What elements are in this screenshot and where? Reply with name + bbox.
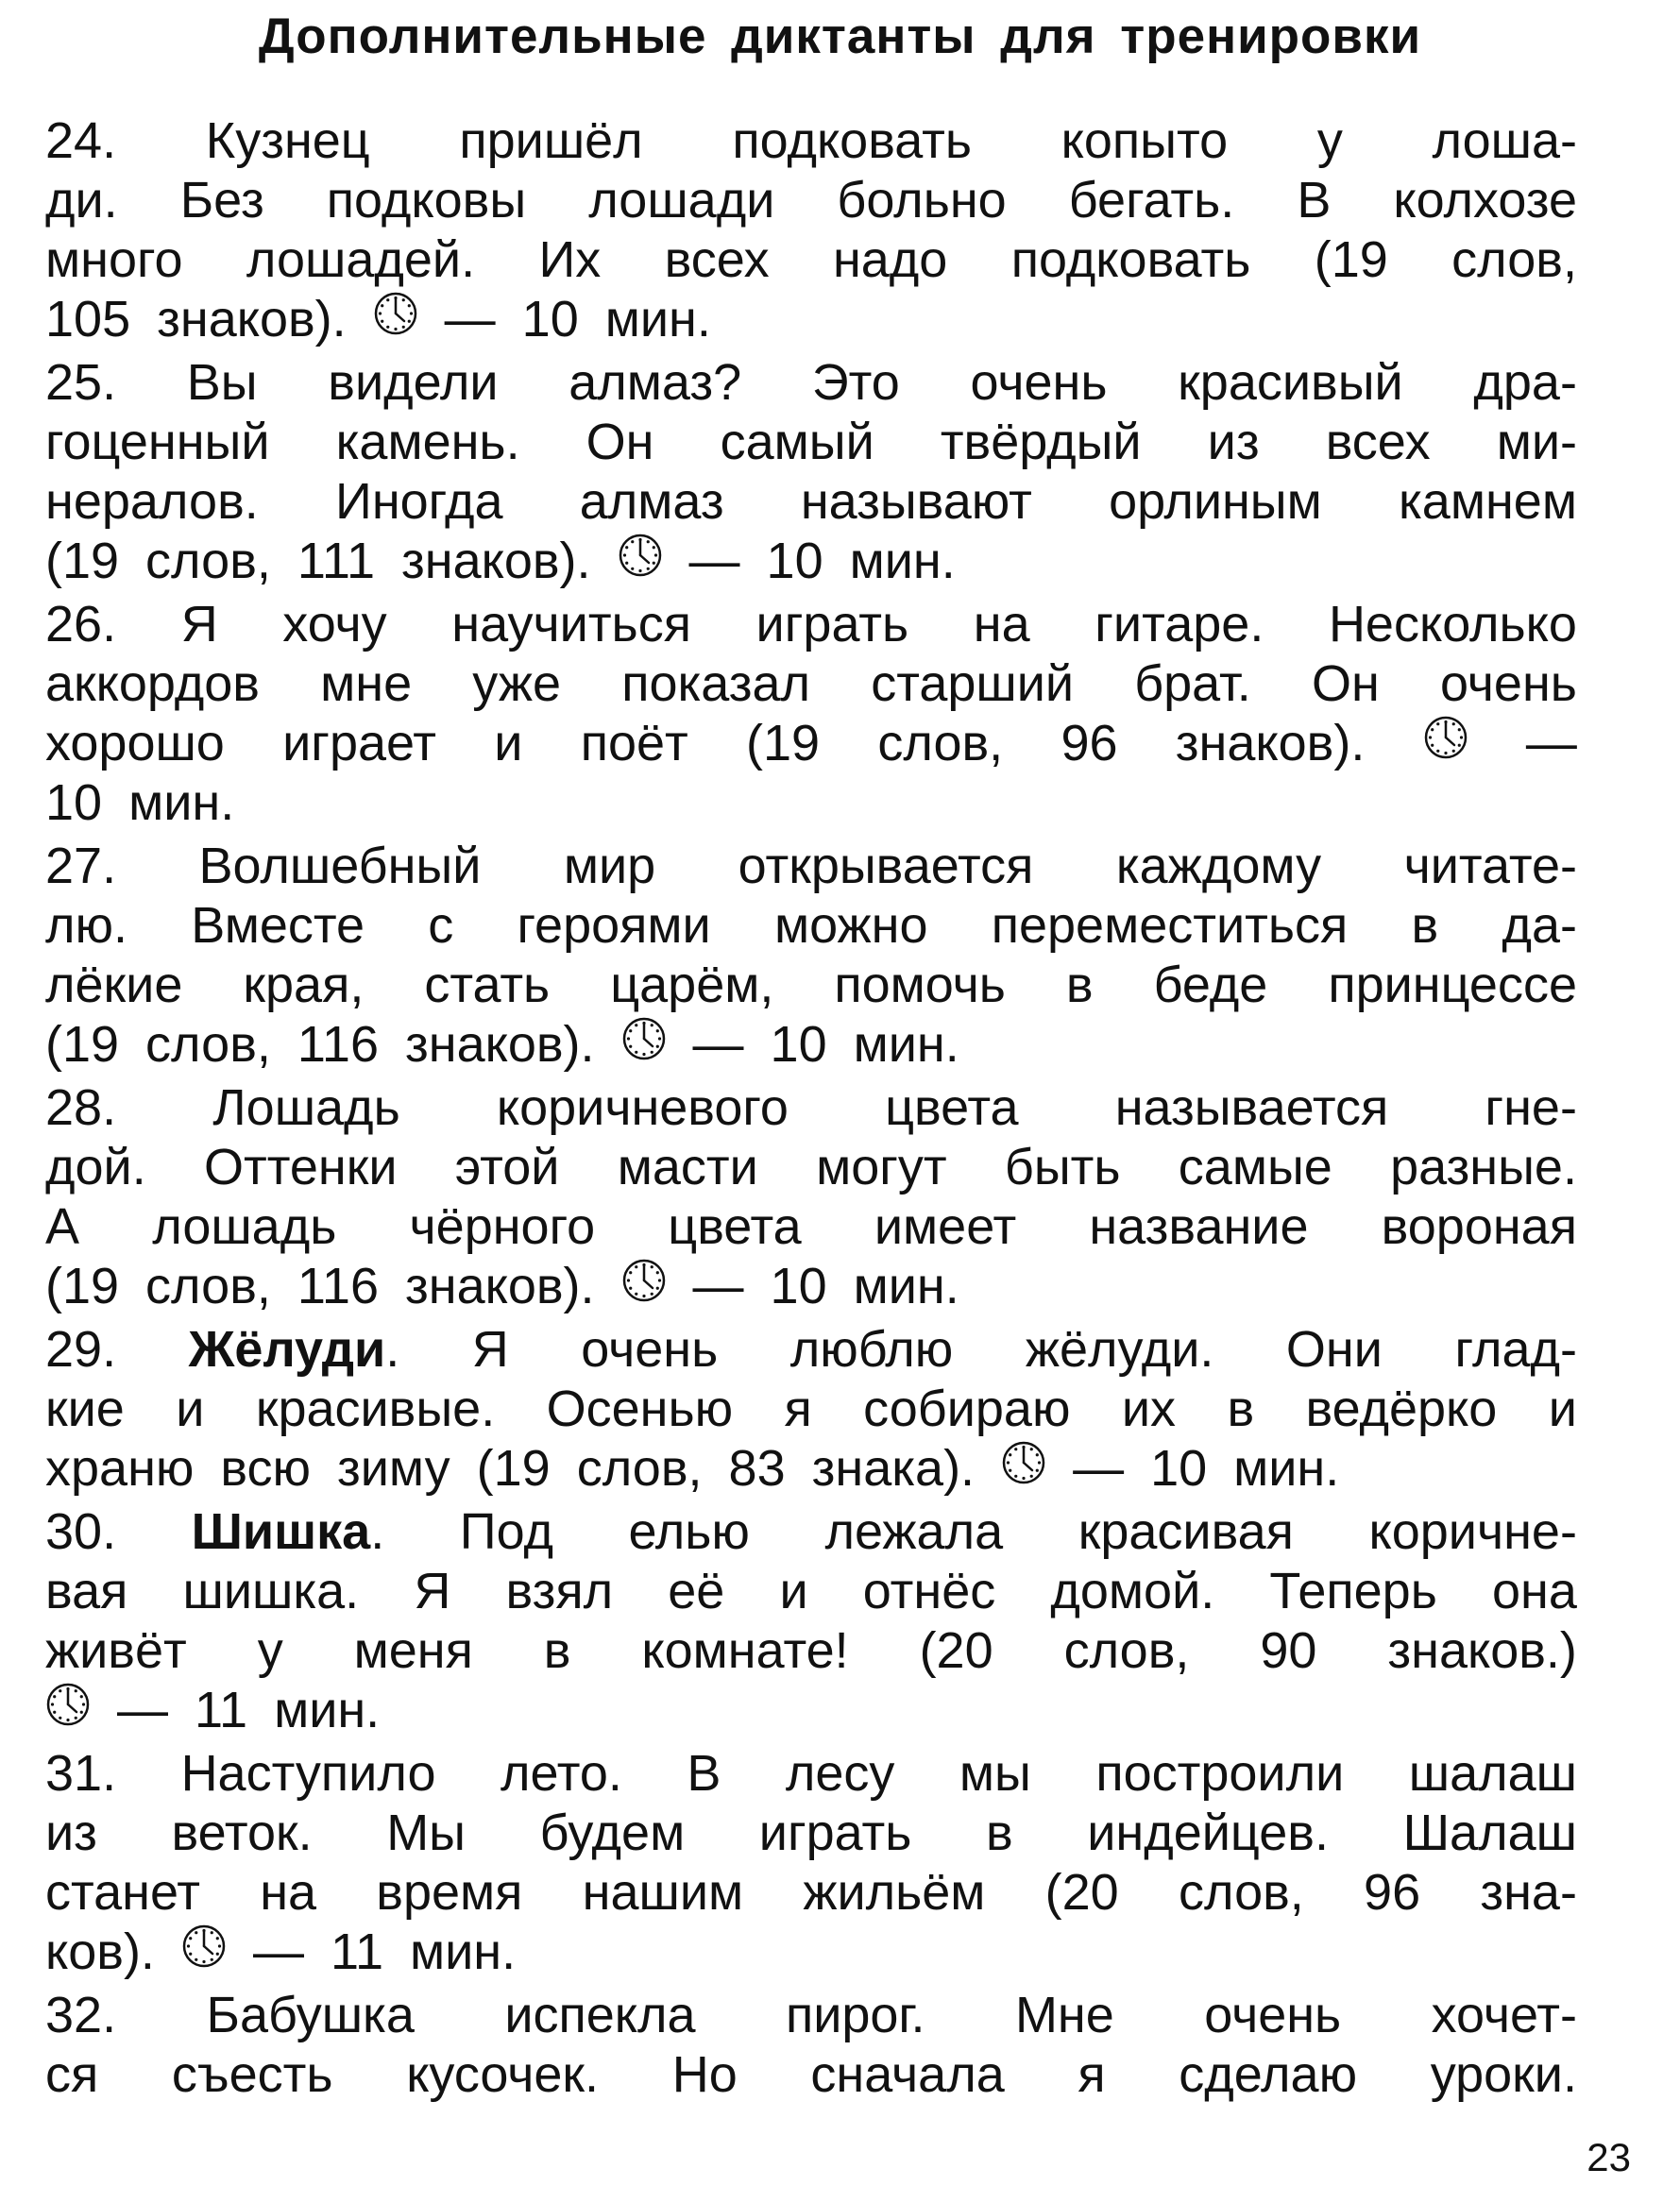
- word: 116: [297, 1016, 379, 1073]
- text-line: [45, 837, 1577, 896]
- clock-icon: [1001, 1440, 1046, 1485]
- word: лошадь: [152, 1198, 337, 1255]
- word: знаков).: [157, 291, 347, 347]
- text-line: [45, 532, 1577, 591]
- text-line: [45, 1804, 1577, 1863]
- text-line: [45, 1744, 1577, 1804]
- word: ся: [45, 2046, 99, 2103]
- word: могут: [816, 1139, 947, 1195]
- word: шишка.: [182, 1563, 360, 1619]
- word: Но: [671, 2046, 738, 2103]
- word: читате-: [1403, 838, 1577, 894]
- word: шалаш: [1408, 1745, 1577, 1802]
- word: жёлуди.: [1025, 1321, 1214, 1378]
- word: Оттенки: [203, 1139, 398, 1195]
- word: знаков).: [1175, 715, 1366, 771]
- word: очень: [1439, 655, 1577, 712]
- word: (19: [746, 715, 821, 771]
- word: елью: [628, 1503, 750, 1560]
- word: слов,: [576, 1440, 703, 1497]
- word: бегать.: [1068, 172, 1235, 229]
- word: Лошадь: [212, 1079, 400, 1136]
- word: всех: [664, 231, 770, 288]
- word: можно: [773, 897, 928, 954]
- word: —: [692, 1016, 744, 1073]
- word: —: [688, 533, 740, 589]
- word: живёт: [45, 1622, 187, 1679]
- word: копыто: [1061, 112, 1229, 169]
- dictation-number: 27.: [45, 838, 117, 894]
- word: царём,: [610, 957, 774, 1013]
- text-line: [45, 2045, 1577, 2105]
- clock-icon: [181, 1923, 227, 1969]
- word: у: [257, 1622, 283, 1679]
- word: построили: [1095, 1745, 1345, 1802]
- word: —: [1073, 1440, 1125, 1497]
- dictation-number: 24.: [45, 112, 117, 169]
- word: всех: [1325, 414, 1431, 470]
- word: знаков).: [404, 1258, 595, 1314]
- word: чёрного: [409, 1198, 596, 1255]
- word: люблю: [789, 1321, 954, 1378]
- word: гоценный: [45, 414, 270, 470]
- word: кусочек.: [406, 2046, 600, 2103]
- word: лошадей.: [246, 231, 476, 288]
- word: я: [784, 1381, 812, 1437]
- word: ди.: [45, 172, 118, 229]
- dictation-30: [45, 1502, 1577, 1740]
- clock-icon: [621, 1258, 667, 1303]
- word: слов,: [1178, 1864, 1304, 1921]
- word: мин.: [1233, 1440, 1340, 1497]
- word: Наступило: [180, 1745, 436, 1802]
- word: называется: [1114, 1079, 1389, 1136]
- word: поёт: [580, 715, 688, 771]
- word: нералов.: [45, 473, 259, 530]
- word: мы: [959, 1745, 1031, 1802]
- clock-icon: [373, 291, 418, 336]
- word: мин.: [128, 774, 235, 831]
- word: знаков).: [404, 1016, 595, 1073]
- word: Я: [180, 596, 218, 652]
- word: каждому: [1115, 838, 1322, 894]
- word: хорошо: [45, 715, 225, 771]
- word: дра-: [1473, 354, 1577, 411]
- word: камнем: [1399, 473, 1577, 530]
- word: пришёл: [459, 112, 643, 169]
- word: слов,: [877, 715, 1004, 771]
- page-number: 23: [1587, 2135, 1631, 2179]
- word: (20: [1044, 1864, 1119, 1921]
- text-line: [45, 956, 1577, 1015]
- word: у: [1316, 112, 1343, 169]
- text-line: [45, 1986, 1577, 2045]
- word: в: [543, 1622, 571, 1679]
- word: Иногда: [335, 473, 503, 530]
- word: красивые.: [255, 1381, 496, 1437]
- word: в: [1065, 957, 1094, 1013]
- word: много: [45, 231, 183, 288]
- word: хочет-: [1431, 1987, 1577, 2043]
- word: меня: [353, 1622, 473, 1679]
- text-line: [45, 1863, 1577, 1923]
- word: научиться: [451, 596, 691, 652]
- word: гитаре.: [1095, 596, 1264, 652]
- word: Вы: [186, 354, 258, 411]
- word: знаков).: [400, 533, 591, 589]
- word: нашим: [582, 1864, 744, 1921]
- dictation-list: [45, 111, 1577, 2109]
- word: (20: [919, 1622, 993, 1679]
- text-line: [45, 773, 1577, 833]
- word: 10: [766, 533, 823, 589]
- word: мин.: [853, 1016, 959, 1073]
- word: Под: [459, 1503, 553, 1560]
- text-line: [45, 353, 1577, 413]
- word: хочу: [282, 596, 387, 652]
- word: мин.: [604, 291, 711, 347]
- word: в: [1227, 1381, 1255, 1437]
- word: мне: [320, 655, 413, 712]
- word: комнате!: [641, 1622, 849, 1679]
- word: героями: [517, 897, 711, 954]
- text-line: [45, 230, 1577, 290]
- dictation-number: 28.: [45, 1079, 117, 1136]
- word: испекла: [504, 1987, 696, 2043]
- word: —: [1525, 715, 1577, 771]
- word: (19: [1314, 231, 1388, 288]
- word: играть: [758, 1805, 912, 1861]
- word: подковы: [326, 172, 527, 229]
- word: очень: [581, 1321, 719, 1378]
- dictation-number: 30.: [45, 1503, 117, 1560]
- dictation-29: [45, 1320, 1577, 1499]
- word: глад-: [1454, 1321, 1577, 1378]
- word: уже: [472, 655, 562, 712]
- word: —: [117, 1682, 168, 1738]
- dictation-26: [45, 595, 1577, 833]
- word: коричневого: [496, 1079, 789, 1136]
- word: слов,: [1063, 1622, 1190, 1679]
- word: А: [45, 1198, 80, 1255]
- dictation-27: [45, 837, 1577, 1075]
- text-line: [45, 472, 1577, 532]
- word: 83: [728, 1440, 786, 1497]
- word: Теперь: [1269, 1563, 1437, 1619]
- text-line: [45, 1015, 1577, 1075]
- word: стать: [424, 957, 551, 1013]
- text-line: [45, 1681, 1577, 1740]
- word: её: [668, 1563, 725, 1619]
- word: сначала: [810, 2046, 1005, 2103]
- word: колхозе: [1393, 172, 1577, 229]
- word: всю: [220, 1440, 311, 1497]
- word: их: [1121, 1381, 1177, 1437]
- word: 105: [45, 291, 131, 347]
- word: цвета: [668, 1198, 802, 1255]
- word: (19: [476, 1440, 551, 1497]
- text-line: [45, 1439, 1577, 1499]
- word: принцессе: [1328, 957, 1577, 1013]
- word: Они: [1285, 1321, 1383, 1378]
- word: лошади: [588, 172, 775, 229]
- word: она: [1492, 1563, 1577, 1619]
- word: кие: [45, 1381, 125, 1437]
- word: лежала: [824, 1503, 1004, 1560]
- word: Вместе: [191, 897, 365, 954]
- word: (19: [45, 1016, 120, 1073]
- word: Мне: [1014, 1987, 1114, 2043]
- text-line: [45, 714, 1577, 773]
- word: ков).: [45, 1923, 155, 1980]
- word: подковать: [1010, 231, 1251, 288]
- dictation-32: [45, 1986, 1577, 2105]
- word: очень: [1204, 1987, 1342, 2043]
- text-line: [45, 654, 1577, 714]
- word: —: [692, 1258, 744, 1314]
- word: на: [260, 1864, 317, 1921]
- text-line: [45, 290, 1577, 349]
- dictation-heading: Шишка.: [191, 1503, 385, 1560]
- word: Мы: [386, 1805, 466, 1861]
- word: жильём: [803, 1864, 986, 1921]
- word: зиму: [336, 1440, 450, 1497]
- word: Он: [1311, 655, 1380, 712]
- word: орлиным: [1109, 473, 1322, 530]
- word: края,: [243, 957, 365, 1013]
- dictation-28: [45, 1078, 1577, 1316]
- text-line: [45, 1257, 1577, 1316]
- word: храню: [45, 1440, 195, 1497]
- word: Это: [811, 354, 900, 411]
- word: сделаю: [1179, 2046, 1358, 2103]
- word: очень: [970, 354, 1108, 411]
- word: отнёс: [862, 1563, 996, 1619]
- word: 111: [297, 533, 375, 589]
- page-title: Дополнительные диктанты для тренировки: [258, 8, 1422, 64]
- word: дой.: [45, 1139, 146, 1195]
- word: 90: [1260, 1622, 1317, 1679]
- clock-icon: [45, 1682, 91, 1727]
- word: подковать: [732, 112, 973, 169]
- word: самый: [720, 414, 874, 470]
- text-line: [45, 896, 1577, 956]
- word: масти: [617, 1139, 758, 1195]
- word: В: [687, 1745, 721, 1802]
- word: слов,: [145, 1258, 271, 1314]
- word: 11: [330, 1923, 383, 1980]
- word: надо: [832, 231, 948, 288]
- word: в: [985, 1805, 1013, 1861]
- word: 10: [1150, 1440, 1208, 1497]
- word: 10: [770, 1016, 827, 1073]
- text-line: [45, 1197, 1577, 1257]
- clock-icon: [618, 533, 663, 578]
- word: мир: [563, 838, 656, 894]
- word: ведёрко: [1305, 1381, 1498, 1437]
- word: Их: [538, 231, 602, 288]
- word: брат.: [1134, 655, 1251, 712]
- word: (19: [45, 533, 120, 589]
- dictation-number: 32.: [45, 1987, 117, 2043]
- word: на: [973, 596, 1030, 652]
- word: твёрдый: [940, 414, 1142, 470]
- word: 10: [45, 774, 103, 831]
- word: камень.: [335, 414, 520, 470]
- word: Без: [179, 172, 264, 229]
- word: Я: [471, 1321, 509, 1378]
- word: я: [1078, 2046, 1106, 2103]
- word: и: [779, 1563, 808, 1619]
- word: мин.: [274, 1682, 381, 1738]
- text-line: [45, 1502, 1577, 1562]
- word: алмаз?: [568, 354, 742, 411]
- word: беде: [1153, 957, 1268, 1013]
- word: алмаз: [579, 473, 724, 530]
- word: собираю: [863, 1381, 1071, 1437]
- dictation-24: [45, 111, 1577, 349]
- word: слов,: [1451, 231, 1577, 288]
- word: помочь: [834, 957, 1006, 1013]
- word: Несколько: [1328, 596, 1577, 652]
- text-line: [45, 1621, 1577, 1681]
- word: ми-: [1496, 414, 1577, 470]
- word: красивая: [1078, 1503, 1294, 1560]
- word: имеет: [874, 1198, 1017, 1255]
- word: слов,: [145, 1016, 271, 1073]
- word: больно: [837, 172, 1007, 229]
- word: знаков.): [1387, 1622, 1577, 1679]
- word: красивый: [1178, 354, 1403, 411]
- word: 96: [1364, 1864, 1421, 1921]
- word: Бабушка: [206, 1987, 415, 2043]
- word: веток.: [171, 1805, 313, 1861]
- word: видели: [328, 354, 499, 411]
- word: слов,: [145, 533, 271, 589]
- word: Шалаш: [1402, 1805, 1577, 1861]
- dictation-25: [45, 353, 1577, 591]
- word: этой: [454, 1139, 560, 1195]
- word: 10: [521, 291, 579, 347]
- word: Я: [414, 1563, 451, 1619]
- text-line: [45, 1562, 1577, 1621]
- word: домой.: [1050, 1563, 1215, 1619]
- word: Он: [585, 414, 654, 470]
- word: вая: [45, 1563, 128, 1619]
- dictation-heading: Жёлуди.: [188, 1321, 400, 1378]
- word: из: [45, 1805, 97, 1861]
- word: переместиться: [991, 897, 1349, 954]
- word: лёкие: [45, 957, 183, 1013]
- clock-icon: [621, 1016, 667, 1061]
- text-line: [45, 171, 1577, 230]
- word: 96: [1061, 715, 1118, 771]
- word: да-: [1502, 897, 1577, 954]
- word: станет: [45, 1864, 200, 1921]
- word: время: [376, 1864, 523, 1921]
- word: играет: [282, 715, 437, 771]
- dictation-number: 29.: [45, 1321, 117, 1378]
- word: лю.: [45, 897, 128, 954]
- word: (19: [45, 1258, 120, 1314]
- word: аккордов: [45, 655, 260, 712]
- text-line: [45, 1078, 1577, 1138]
- word: в: [1411, 897, 1439, 954]
- word: из: [1207, 414, 1260, 470]
- word: показал: [621, 655, 811, 712]
- word: В: [1297, 172, 1332, 229]
- word: и: [176, 1381, 205, 1437]
- dictation-number: 26.: [45, 596, 117, 652]
- text-line: [45, 1923, 1577, 1982]
- word: разные.: [1390, 1139, 1577, 1195]
- text-line: [45, 1380, 1577, 1439]
- word: цвета: [885, 1079, 1019, 1136]
- word: коричне-: [1368, 1503, 1577, 1560]
- word: будем: [539, 1805, 686, 1861]
- word: играть: [755, 596, 909, 652]
- word: 11: [195, 1682, 248, 1738]
- word: самые: [1178, 1139, 1332, 1195]
- word: мин.: [410, 1923, 517, 1980]
- word: —: [252, 1923, 304, 1980]
- text-line: [45, 1320, 1577, 1380]
- word: гне-: [1485, 1079, 1577, 1136]
- word: индейцев.: [1087, 1805, 1329, 1861]
- word: название: [1089, 1198, 1309, 1255]
- word: 10: [770, 1258, 827, 1314]
- word: 116: [297, 1258, 379, 1314]
- word: уроки.: [1430, 2046, 1577, 2103]
- text-line: [45, 595, 1577, 654]
- text-line: [45, 413, 1577, 472]
- word: лоша-: [1432, 112, 1577, 169]
- word: с: [428, 897, 454, 954]
- clock-icon: [1423, 715, 1468, 760]
- dictation-number: 25.: [45, 354, 117, 411]
- word: быть: [1004, 1139, 1121, 1195]
- word: и: [494, 715, 523, 771]
- word: называют: [800, 473, 1032, 530]
- word: —: [444, 291, 496, 347]
- word: Кузнец: [205, 112, 370, 169]
- word: и: [1548, 1381, 1577, 1437]
- word: вороная: [1381, 1198, 1577, 1255]
- word: открывается: [738, 838, 1034, 894]
- spacer: [45, 2105, 1577, 2109]
- word: старший: [871, 655, 1075, 712]
- word: взял: [505, 1563, 614, 1619]
- word: Осенью: [546, 1381, 734, 1437]
- word: лето.: [500, 1745, 622, 1802]
- word: съесть: [171, 2046, 333, 2103]
- word: Волшебный: [198, 838, 482, 894]
- word: зна-: [1480, 1864, 1577, 1921]
- word: лесу: [785, 1745, 895, 1802]
- dictation-31: [45, 1744, 1577, 1982]
- text-line: [45, 111, 1577, 171]
- dictation-number: 31.: [45, 1745, 117, 1802]
- word: знака).: [811, 1440, 976, 1497]
- word: мин.: [849, 533, 956, 589]
- text-line: [45, 1138, 1577, 1197]
- word: пирог.: [785, 1987, 925, 2043]
- word: мин.: [853, 1258, 959, 1314]
